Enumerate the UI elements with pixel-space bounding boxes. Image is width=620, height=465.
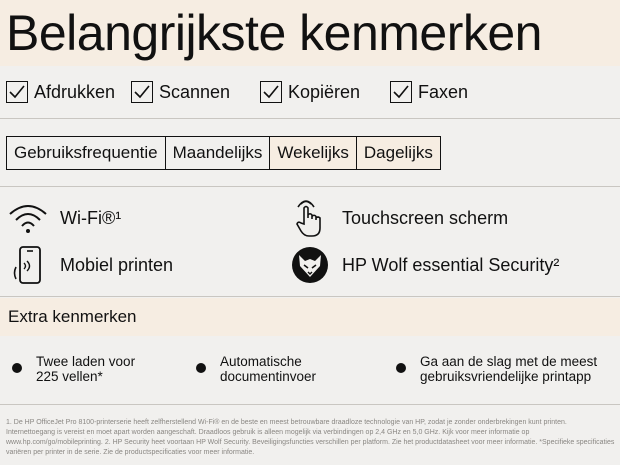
feature-label: Wi-Fi®¹ bbox=[60, 207, 122, 228]
extra-feature-line: gebruiksvriendelijke printapp bbox=[420, 369, 592, 384]
feature-wolf-security bbox=[290, 245, 559, 285]
function-label: Faxen bbox=[418, 81, 469, 102]
checkbox-checked-icon bbox=[260, 81, 282, 103]
checkbox-checked-icon bbox=[131, 81, 153, 103]
feature-label: Touchscreen scherm bbox=[342, 207, 509, 228]
bullet-icon bbox=[196, 363, 206, 373]
extra-feature-item bbox=[396, 354, 597, 384]
frequency-weekly: Wekelijks bbox=[270, 137, 356, 169]
checkbox-checked-icon bbox=[6, 81, 28, 103]
function-copy bbox=[260, 80, 360, 104]
divider bbox=[0, 118, 620, 119]
page-title: Belangrijkste kenmerken bbox=[6, 5, 542, 61]
function-fax bbox=[390, 80, 468, 104]
extra-feature-line: documentinvoer bbox=[220, 369, 317, 384]
feature-label: Mobiel printen bbox=[60, 254, 174, 275]
extra-feature-item bbox=[196, 354, 316, 384]
extra-feature-line: 225 vellen* bbox=[36, 369, 103, 384]
usage-frequency-label: Gebruiksfrequentie bbox=[7, 137, 166, 169]
feature-label: HP Wolf essential Security² bbox=[342, 254, 560, 275]
function-label: Afdrukken bbox=[34, 81, 116, 102]
bullet-icon bbox=[12, 363, 22, 373]
wolf-shield-icon bbox=[290, 245, 330, 285]
extra-feature-line: Twee laden voor bbox=[36, 354, 136, 369]
divider bbox=[0, 296, 620, 297]
touch-hand-icon bbox=[290, 198, 330, 238]
divider bbox=[0, 404, 620, 405]
feature-wifi bbox=[8, 198, 121, 238]
feature-mobile-print bbox=[8, 245, 173, 285]
frequency-monthly: Maandelijks bbox=[166, 137, 271, 169]
extra-features-title: Extra kenmerken bbox=[8, 307, 137, 326]
function-scan bbox=[131, 80, 230, 104]
function-label: Scannen bbox=[159, 81, 231, 102]
usage-frequency-scale bbox=[6, 136, 441, 170]
function-label: Kopiëren bbox=[288, 81, 361, 102]
function-print bbox=[6, 80, 115, 104]
checkbox-checked-icon bbox=[390, 81, 412, 103]
divider bbox=[0, 186, 620, 187]
extra-feature-line: Automatische bbox=[220, 354, 302, 369]
feature-touchscreen bbox=[290, 198, 508, 238]
extra-feature-item bbox=[12, 354, 135, 384]
wifi-icon bbox=[8, 198, 48, 238]
extra-feature-line: Ga aan de slag met de meest bbox=[420, 354, 598, 369]
mobile-phone-icon bbox=[8, 245, 48, 285]
footnote: 1. De HP OfficeJet Pro 8100-printerserie heeft zelfherstellend Wi-Fi® en de beste en meest betrouwbare draadloze technologie van HP, zodat je zonder onderbrekingen kunt printen. Internettoegang is vereist en moet apart worden aangeschaft. Draadloos gebruik is alleen mogelijk via verbindingen op 2,4 GHz en 5,0 GHz. Kijk voor meer informatie op www.hp.com/go/mobileprinting. 2. HP Security heet voortaan HP Wolf Security. Beveiligingsfuncties verschillen per platform. Zie het productdatasheet voor meer informatie. *Specifieke specificaties variëren per printer in de serie. Zie de productspecificaties voor meer informatie. bbox=[6, 419, 615, 456]
bullet-icon bbox=[396, 363, 406, 373]
frequency-daily: Dagelijks bbox=[357, 137, 440, 169]
